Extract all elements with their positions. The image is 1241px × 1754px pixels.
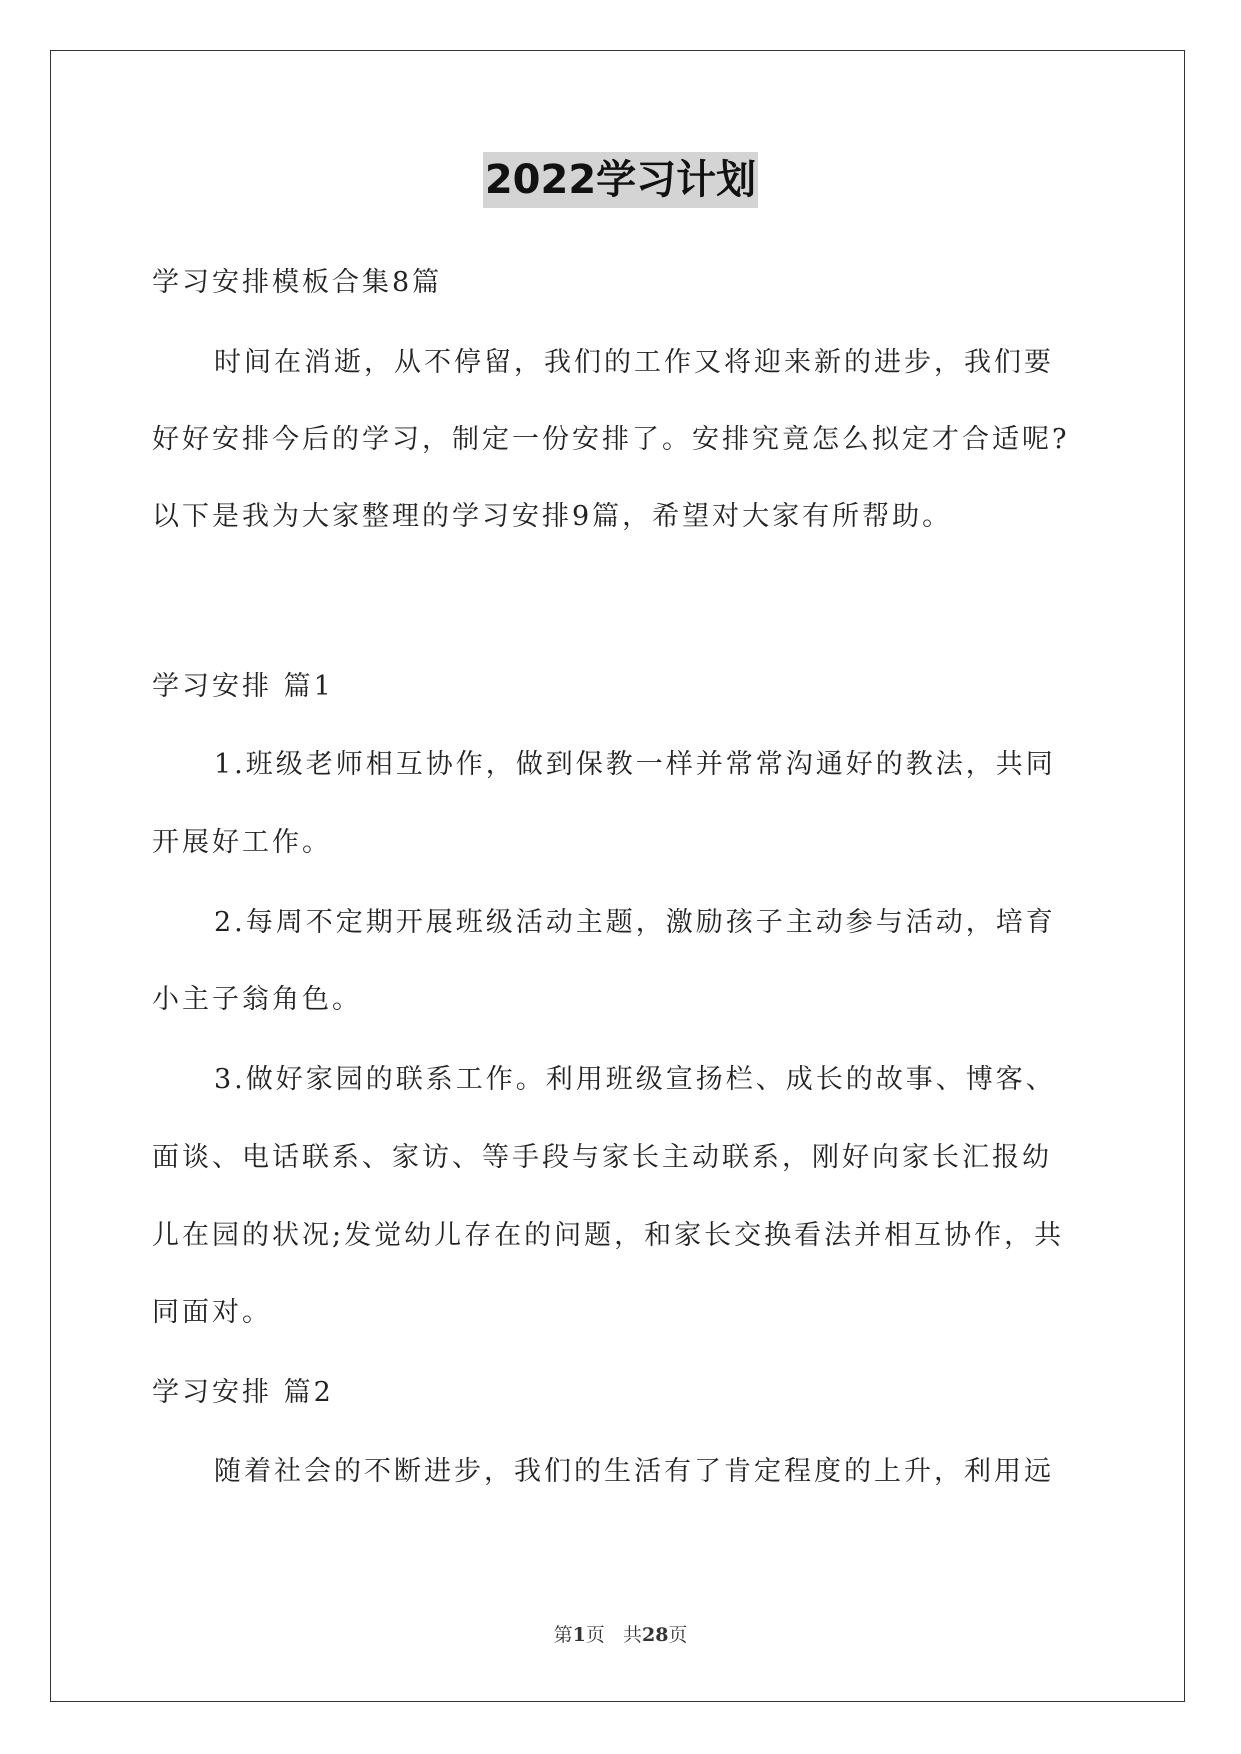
section1-p1-line-2: 开展好工作。 xyxy=(152,827,332,858)
footer-page-unit: 页 xyxy=(585,1624,605,1646)
document-title xyxy=(0,152,1241,208)
document-title-text: 2022学习计划 xyxy=(483,152,758,208)
section1-p2-line-2: 小主子翁角色。 xyxy=(152,984,362,1015)
footer-total-pages: 28 xyxy=(641,1624,669,1646)
section1-p3-line-1: 3.做好家园的联系工作。利用班级宣扬栏、成长的故事、博客、 xyxy=(214,1064,1056,1095)
section1-p3-line-2: 面谈、电话联系、家访、等手段与家长主动联系，刚好向家长汇报幼 xyxy=(152,1142,1052,1173)
section1-p2-line-1: 2.每周不定期开展班级活动主题，激励孩子主动参与活动，培育 xyxy=(214,907,1056,938)
section2-p1-line-1: 随着社会的不断进步，我们的生活有了肯定程度的上升，利用远 xyxy=(214,1456,1054,1487)
section1-heading: 学习安排 篇1 xyxy=(152,671,334,702)
section1-p1-line-1: 1.班级老师相互协作，做到保教一样并常常沟通好的教法，共同 xyxy=(214,749,1056,780)
intro-line-1: 时间在消逝，从不停留，我们的工作又将迎来新的进步，我们要 xyxy=(214,347,1054,378)
footer-prefix: 第 xyxy=(553,1624,573,1646)
document-subtitle: 学习安排模板合集8篇 xyxy=(152,267,443,298)
intro-line-2: 好好安排今后的学习，制定一份安排了。安排究竟怎么拟定才合适呢? xyxy=(152,424,1070,455)
section1-p3-line-4: 同面对。 xyxy=(152,1297,272,1328)
footer-page-number: 1 xyxy=(572,1624,586,1646)
footer-total-unit: 页 xyxy=(668,1624,688,1646)
section1-p3-line-3: 儿在园的状况;发觉幼儿存在的问题，和家长交换看法并相互协作，共 xyxy=(152,1220,1065,1251)
intro-line-3: 以下是我为大家整理的学习安排9篇，希望对大家有所帮助。 xyxy=(152,501,953,532)
section2-heading: 学习安排 篇2 xyxy=(152,1377,334,1408)
footer-total-prefix: 共 xyxy=(622,1624,642,1646)
page-footer xyxy=(0,1620,1241,1647)
